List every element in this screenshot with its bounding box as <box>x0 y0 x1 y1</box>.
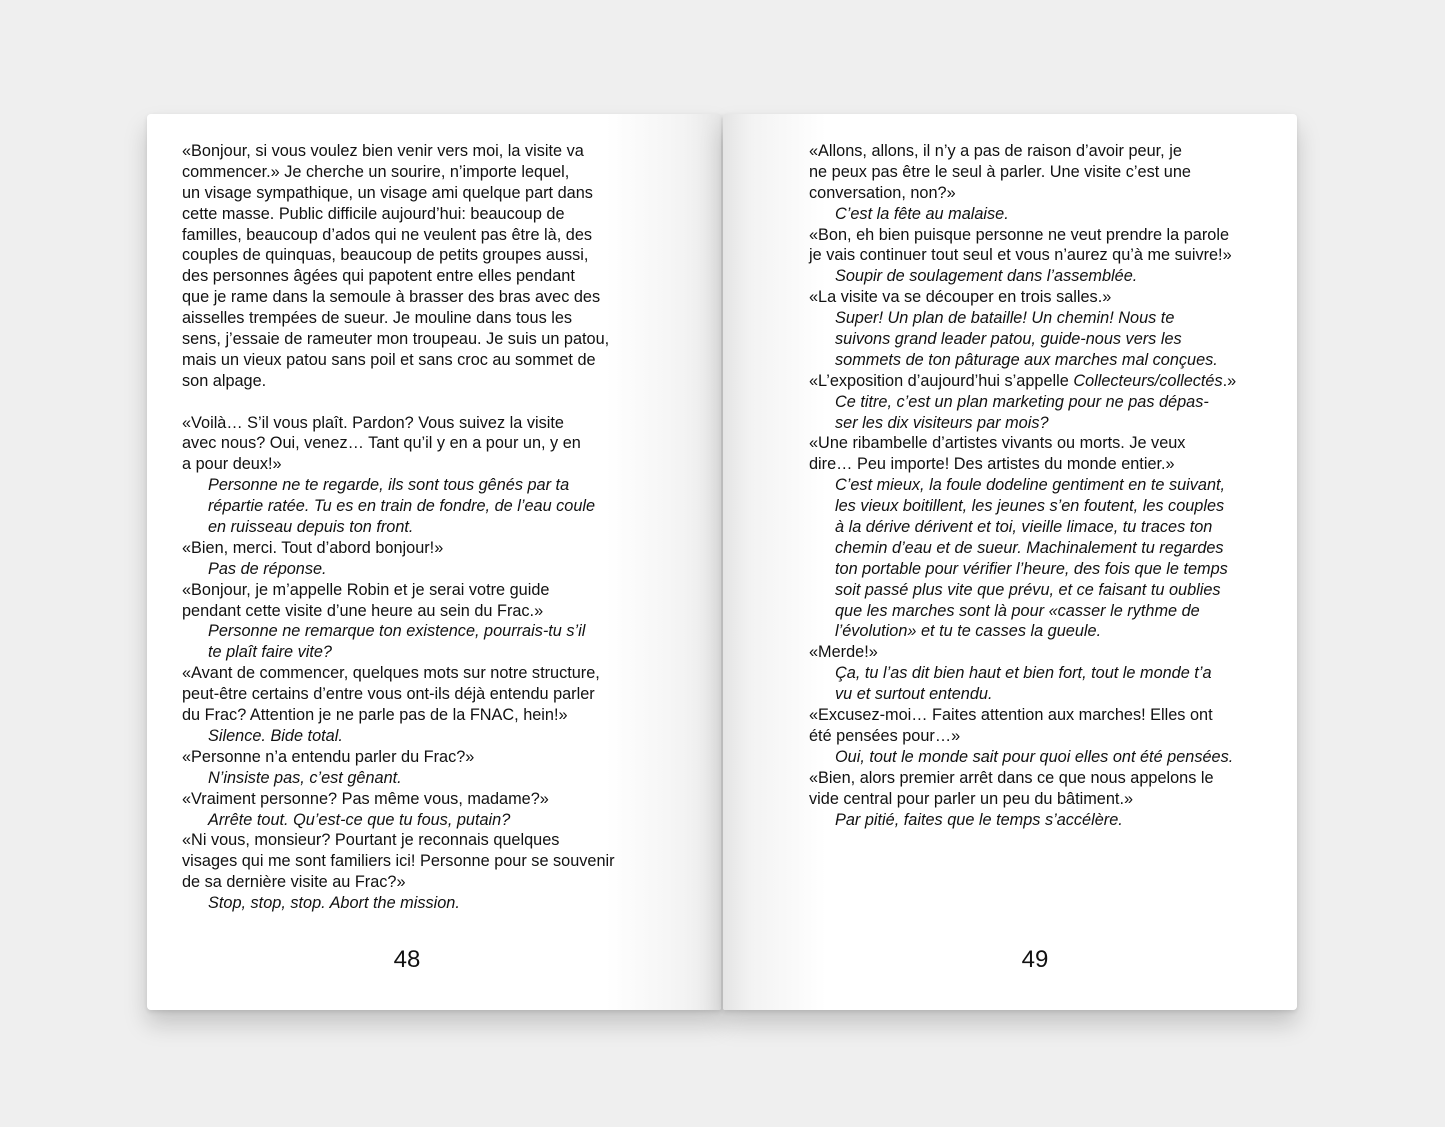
line-text: conversation, non?» <box>809 183 956 202</box>
line-text: «L’exposition d’aujourd’hui s’appelle <box>809 371 1074 390</box>
line-text: C’est la fête au malaise. <box>835 204 1009 223</box>
line-text: été pensées pour…» <box>809 726 961 745</box>
line-text: peut-être certains d’entre vous ont-ils déjà entendu parler <box>182 685 595 704</box>
line-text: que les marches sont là pour «casser le rythme de <box>835 601 1200 620</box>
left-page-number: 48 <box>393 946 421 973</box>
line-text: vide central pour parler un peu du bâtiment.» <box>809 789 1134 808</box>
line-text: répartie ratée. Tu es en train de fondre, de l’eau coule <box>208 497 596 516</box>
narration-line <box>809 747 1236 768</box>
dialogue-line <box>182 162 615 183</box>
dialogue-line <box>182 454 615 475</box>
narration-line <box>182 726 615 747</box>
line-text: suivons grand leader patou, guide-nous vers les <box>835 330 1182 349</box>
dialogue-line <box>182 225 615 246</box>
line-text: à la dérive dérivent et toi, vieille limace, tu traces ton <box>835 518 1213 537</box>
dialogue-line <box>182 266 615 287</box>
line-text: te plaît faire vite? <box>208 643 332 662</box>
line-text: cette masse. Public difficile aujourd’hui: beaucoup de <box>182 204 565 223</box>
line-text: Soupir de soulagement dans l’assemblée. <box>835 267 1138 286</box>
right-page-number: 49 <box>1021 946 1049 973</box>
line-text: Ce titre, c’est un plan marketing pour ne pas dépas- <box>835 392 1209 411</box>
line-text: soit passé plus vite que prévu, et ce faisant tu oublies <box>835 580 1221 599</box>
narration-line <box>809 392 1236 413</box>
line-text: de sa dernière visite au Frac?» <box>182 873 406 892</box>
line-text: couples de quinquas, beaucoup de petits groupes aussi, <box>182 246 589 265</box>
line-text: Silence. Bide total. <box>208 726 343 745</box>
dialogue-line <box>182 308 615 329</box>
line-text: «Voilà… S’il vous plaît. Pardon? Vous suivez la visite <box>182 413 564 432</box>
dialogue-line <box>182 851 615 872</box>
line-text: chemin d’eau et de sueur. Machinalement tu regardes <box>835 538 1224 557</box>
dialogue-line <box>182 183 615 204</box>
line-text-end: .» <box>1222 371 1237 390</box>
line-text: avec nous? Oui, venez… Tant qu’il y en a pour un, y en <box>182 434 581 453</box>
line-text: je vais continuer tout seul et vous n’aurez qu’à me suivre!» <box>809 246 1232 265</box>
line-text: du Frac? Attention je ne parle pas de la FNAC, hein!» <box>182 706 568 725</box>
narration-line <box>809 496 1236 517</box>
line-text: «Bien, merci. Tout d’abord bonjour!» <box>182 538 444 557</box>
narration-line <box>182 893 615 914</box>
narration-line <box>809 684 1236 705</box>
line-text: ne peux pas être le seul à parler. Une visite c’est une <box>809 162 1191 181</box>
book-spread <box>147 114 1297 1010</box>
line-text: un visage sympathique, un visage ami quelque part dans <box>182 183 593 202</box>
line-text: Ça, tu l’as dit bien haut et bien fort, tout le monde t’a <box>835 664 1212 683</box>
line-text: «Excusez-moi… Faites attention aux marches! Elles ont <box>809 706 1213 725</box>
line-text: «Bonjour, je m’appelle Robin et je serai votre guide <box>182 580 550 599</box>
narration-line <box>809 517 1236 538</box>
dialogue-line <box>182 705 615 726</box>
narration-line <box>182 475 615 496</box>
dialogue-line <box>182 601 615 622</box>
line-text: des personnes âgées qui papotent entre elles pendant <box>182 267 575 286</box>
dialogue-line <box>809 183 1236 204</box>
dialogue-line <box>182 830 615 851</box>
narration-line <box>182 642 615 663</box>
line-text: aisselles trempées de sueur. Je mouline dans tous les <box>182 309 573 328</box>
line-text: «Une ribambelle d’artistes vivants ou morts. Je veux <box>809 434 1186 453</box>
narration-line <box>809 663 1236 684</box>
dialogue-line <box>182 663 615 684</box>
narration-line <box>809 350 1236 371</box>
dialogue-line <box>182 872 615 893</box>
dialogue-line <box>809 642 1236 663</box>
line-text: Personne ne te regarde, ils sont tous gênés par ta <box>208 476 570 495</box>
narration-line <box>182 517 615 538</box>
paragraph-break <box>182 392 615 413</box>
dialogue-line <box>182 329 615 350</box>
right-page-text <box>809 141 1236 830</box>
dialogue-line <box>182 433 615 454</box>
line-text: l’évolution» et tu te casses la gueule. <box>835 622 1102 641</box>
line-text: mais un vieux patou sans poil et sans croc au sommet de <box>182 350 596 369</box>
narration-line <box>809 329 1236 350</box>
dialogue-line <box>182 747 615 768</box>
line-text: familles, beaucoup d’ados qui ne veulent pas être là, des <box>182 225 593 244</box>
dialogue-line <box>182 580 615 601</box>
line-text: les vieux boitillent, les jeunes s’en foutent, les couples <box>835 497 1225 516</box>
narration-line <box>182 496 615 517</box>
line-text: a pour deux!» <box>182 455 282 474</box>
line-text: «Personne n’a entendu parler du Frac?» <box>182 747 475 766</box>
narration-line <box>182 559 615 580</box>
dialogue-line <box>182 245 615 266</box>
line-text: «Ni vous, monsieur? Pourtant je reconnais quelques <box>182 831 560 850</box>
narration-line <box>809 580 1236 601</box>
dialogue-line <box>809 454 1236 475</box>
line-text: ser les dix visiteurs par mois? <box>835 413 1049 432</box>
narration-line <box>182 810 615 831</box>
dialogue-line <box>809 287 1236 308</box>
narration-line <box>809 413 1236 434</box>
line-text: «La visite va se découper en trois salles.» <box>809 288 1112 307</box>
line-text: «Vraiment personne? Pas même vous, madame?» <box>182 789 549 808</box>
line-text: «Merde!» <box>809 643 878 662</box>
line-text: Arrête tout. Qu’est-ce que tu fous, putain? <box>208 810 511 829</box>
line-text: pendant cette visite d’une heure au sein du Frac.» <box>182 601 544 620</box>
narration-line <box>809 810 1236 831</box>
narration-line <box>809 601 1236 622</box>
narration-line <box>809 308 1236 329</box>
line-text: Oui, tout le monde sait pour quoi elles ont été pensées. <box>835 747 1234 766</box>
line-text: Stop, stop, stop. Abort the mission. <box>208 894 460 913</box>
narration-line <box>809 538 1236 559</box>
dialogue-line <box>182 350 615 371</box>
line-text: «Avant de commencer, quelques mots sur notre structure, <box>182 664 600 683</box>
dialogue-line <box>809 705 1236 726</box>
line-text: «Bonjour, si vous voulez bien venir vers moi, la visite va <box>182 142 584 160</box>
right-page <box>723 114 1297 1010</box>
dialogue-line <box>182 413 615 434</box>
line-text: commencer.» Je cherche un sourire, n’importe lequel, <box>182 162 570 181</box>
line-text: dire… Peu importe! Des artistes du monde entier.» <box>809 455 1175 474</box>
line-text: sommets de ton pâturage aux marches mal conçues. <box>835 350 1218 369</box>
narration-line <box>809 475 1236 496</box>
line-text: ton portable pour vérifier l’heure, des fois que le temps <box>835 559 1228 578</box>
narration-line <box>182 768 615 789</box>
line-text: «Bien, alors premier arrêt dans ce que nous appelons le <box>809 768 1214 787</box>
dialogue-line <box>182 141 615 162</box>
left-page-text <box>182 141 615 914</box>
line-text: N’insiste pas, c’est gênant. <box>208 768 402 787</box>
line-text: «Bon, eh bien puisque personne ne veut prendre la parole <box>809 225 1230 244</box>
line-text: C’est mieux, la foule dodeline gentiment en te suivant, <box>835 476 1226 495</box>
line-text: Pas de réponse. <box>208 559 327 578</box>
line-text: Super! Un plan de bataille! Un chemin! Nous te <box>835 309 1175 328</box>
line-text: Personne ne remarque ton existence, pourrais-tu s’il <box>208 622 586 641</box>
line-text: son alpage. <box>182 371 267 390</box>
dialogue-line <box>809 768 1236 789</box>
dialogue-line <box>182 538 615 559</box>
dialogue-line <box>809 141 1236 162</box>
dialogue-line <box>182 204 615 225</box>
dialogue-line <box>182 287 615 308</box>
narration-line <box>809 621 1236 642</box>
line-text: Par pitié, faites que le temps s’accélère. <box>835 810 1123 829</box>
narration-line <box>809 204 1236 225</box>
line-text: visages qui me sont familiers ici! Personne pour se souvenir <box>182 852 615 871</box>
dialogue-line <box>182 371 615 392</box>
line-text: sens, j’essaie de rameuter mon troupeau. Je suis un patou, <box>182 330 610 349</box>
narration-line <box>809 559 1236 580</box>
dialogue-line <box>809 433 1236 454</box>
line-text: vu et surtout entendu. <box>835 685 993 704</box>
dialogue-line <box>182 684 615 705</box>
left-page <box>147 114 721 1010</box>
line-text: en ruisseau depuis ton front. <box>208 518 414 537</box>
dialogue-line <box>809 245 1236 266</box>
dialogue-line <box>809 726 1236 747</box>
dialogue-line <box>809 371 1236 392</box>
line-text: que je rame dans la semoule à brasser des bras avec des <box>182 288 601 307</box>
narration-line <box>182 621 615 642</box>
exhibition-title: Collecteurs/collectés <box>1073 371 1223 390</box>
dialogue-line <box>809 225 1236 246</box>
dialogue-line <box>182 789 615 810</box>
dialogue-line <box>809 162 1236 183</box>
dialogue-line <box>809 789 1236 810</box>
line-text: «Allons, allons, il n’y a pas de raison d’avoir peur, je <box>809 142 1182 160</box>
narration-line <box>809 266 1236 287</box>
